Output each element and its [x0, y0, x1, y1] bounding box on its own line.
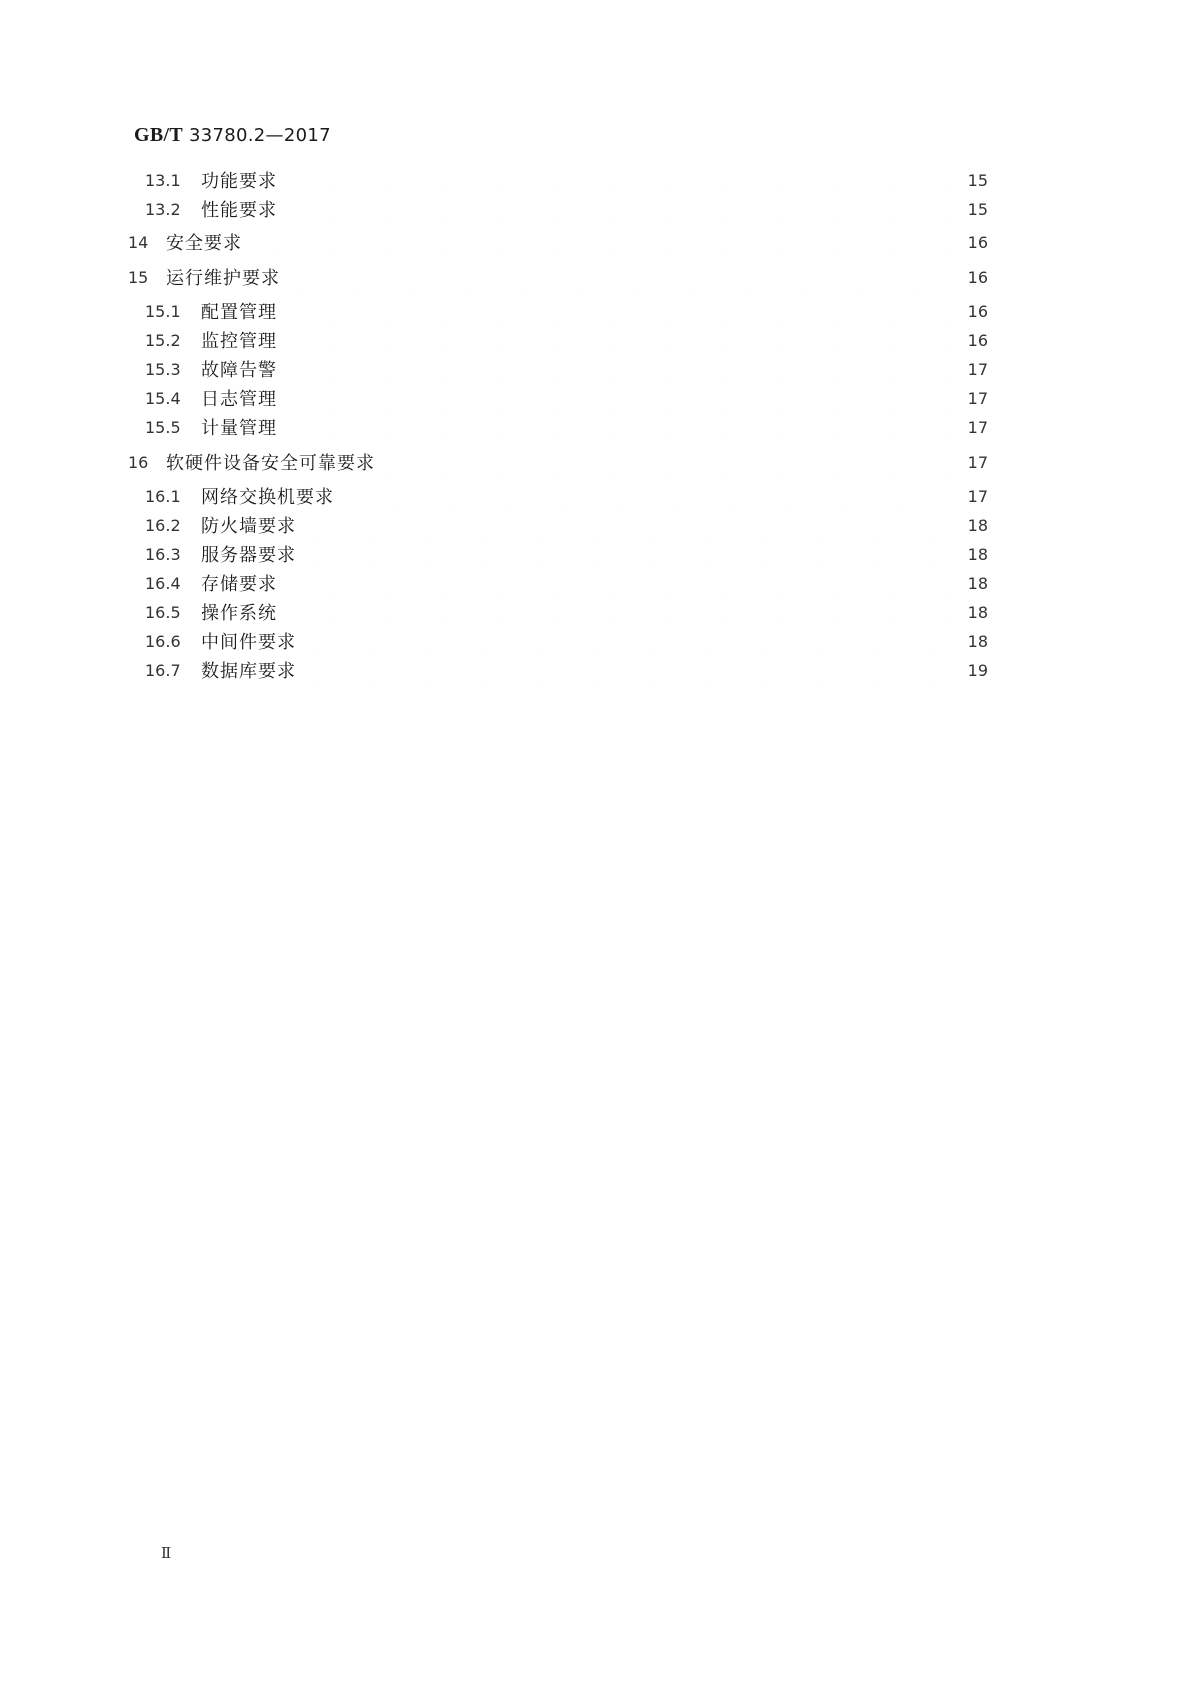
toc-dot-leader: [283, 415, 954, 439]
toc-entry-page: 15: [967, 170, 988, 190]
toc-entry-number: 14: [128, 232, 149, 252]
toc-entry[interactable]: [145, 542, 988, 566]
toc-entry-page: 18: [967, 631, 988, 651]
toc-dot-leader: [248, 230, 954, 254]
toc-entry[interactable]: [145, 168, 988, 192]
toc-dot-leader: [286, 265, 954, 289]
toc-dot-leader: [302, 513, 954, 537]
toc-dot-leader: [283, 168, 954, 192]
toc-dot-leader: [381, 450, 954, 474]
toc-entry-page: 18: [967, 515, 988, 535]
toc-entry-page: 17: [967, 359, 988, 379]
toc-entry-title: 存储要求: [201, 574, 277, 595]
toc-entry-title: 防火墙要求: [201, 516, 296, 537]
toc-dot-leader: [340, 484, 954, 508]
standard-prefix: GB/T: [134, 124, 183, 146]
toc-entry[interactable]: [145, 600, 988, 624]
toc-entry-title: 服务器要求: [201, 545, 296, 566]
toc-entry-title: 故障告警: [201, 360, 277, 381]
toc-entry-page: 17: [967, 486, 988, 506]
toc-entry-page: 16: [967, 267, 988, 287]
toc-entry-page: 16: [967, 232, 988, 252]
toc-dot-leader: [302, 658, 954, 682]
toc-entry[interactable]: [145, 658, 988, 682]
document-header: [134, 124, 331, 147]
toc-entry-title: 配置管理: [201, 302, 277, 323]
toc-dot-leader: [283, 386, 954, 410]
toc-entry-title: 安全要求: [166, 233, 242, 254]
toc-dot-leader: [283, 357, 954, 381]
toc-entry[interactable]: [145, 386, 988, 410]
toc-entry[interactable]: [145, 299, 988, 323]
toc-entry-page: 17: [967, 452, 988, 472]
toc-entry[interactable]: [145, 197, 988, 221]
toc-entry-number: 13.2: [145, 199, 181, 219]
toc-entry-number: 16.5: [145, 602, 181, 622]
toc-entry-page: 16: [967, 301, 988, 321]
toc-entry-number: 15.3: [145, 359, 181, 379]
toc-entry-title: 软硬件设备安全可靠要求: [166, 453, 375, 474]
toc-entry-title: 操作系统: [201, 603, 277, 624]
toc-entry-title: 计量管理: [201, 418, 277, 439]
toc-entry[interactable]: [128, 265, 988, 289]
toc-entry-title: 功能要求: [201, 171, 277, 192]
toc-entry-number: 16.6: [145, 631, 181, 651]
toc-entry-title: 网络交换机要求: [201, 487, 334, 508]
toc-entry[interactable]: [145, 513, 988, 537]
toc-entry-title: 运行维护要求: [166, 268, 280, 289]
toc-entry-page: 19: [967, 660, 988, 680]
toc-entry[interactable]: [145, 571, 988, 595]
toc-dot-leader: [302, 629, 954, 653]
toc-entry-number: 15.5: [145, 417, 181, 437]
toc-entry[interactable]: [128, 230, 988, 254]
toc-entry[interactable]: [145, 328, 988, 352]
toc-dot-leader: [283, 328, 954, 352]
toc-entry-title: 数据库要求: [201, 661, 296, 682]
toc-entry-number: 13.1: [145, 170, 181, 190]
toc-entry-page: 18: [967, 573, 988, 593]
toc-entry-number: 15.1: [145, 301, 181, 321]
toc-entry-number: 15: [128, 267, 149, 287]
toc-entry-number: 16.7: [145, 660, 181, 680]
toc-dot-leader: [283, 600, 954, 624]
toc-entry-number: 15.2: [145, 330, 181, 350]
toc-entry-page: 18: [967, 602, 988, 622]
toc-entry-number: 16.3: [145, 544, 181, 564]
toc-entry-page: 18: [967, 544, 988, 564]
toc-dot-leader: [283, 197, 954, 221]
toc-entry-number: 16.1: [145, 486, 181, 506]
toc-dot-leader: [283, 571, 954, 595]
standard-number: 33780.2—2017: [189, 125, 331, 146]
toc-entry-title: 中间件要求: [201, 632, 296, 653]
toc-entry-number: 15.4: [145, 388, 181, 408]
toc-entry[interactable]: [145, 357, 988, 381]
toc-dot-leader: [283, 299, 954, 323]
toc-entry-title: 日志管理: [201, 389, 277, 410]
toc-entry-number: 16.2: [145, 515, 181, 535]
toc-entry-page: 16: [967, 330, 988, 350]
toc-entry-page: 15: [967, 199, 988, 219]
toc-entry[interactable]: [145, 484, 988, 508]
toc-entry-page: 17: [967, 388, 988, 408]
toc-entry-number: 16.4: [145, 573, 181, 593]
toc-entry-title: 性能要求: [201, 200, 277, 221]
toc-entry[interactable]: [145, 629, 988, 653]
toc-dot-leader: [302, 542, 954, 566]
toc-entry-number: 16: [128, 452, 149, 472]
toc-entry[interactable]: [128, 450, 988, 474]
toc-entry[interactable]: [145, 415, 988, 439]
toc-entry-title: 监控管理: [201, 331, 277, 352]
toc-entry-page: 17: [967, 417, 988, 437]
page-number: Ⅱ: [161, 1546, 172, 1562]
